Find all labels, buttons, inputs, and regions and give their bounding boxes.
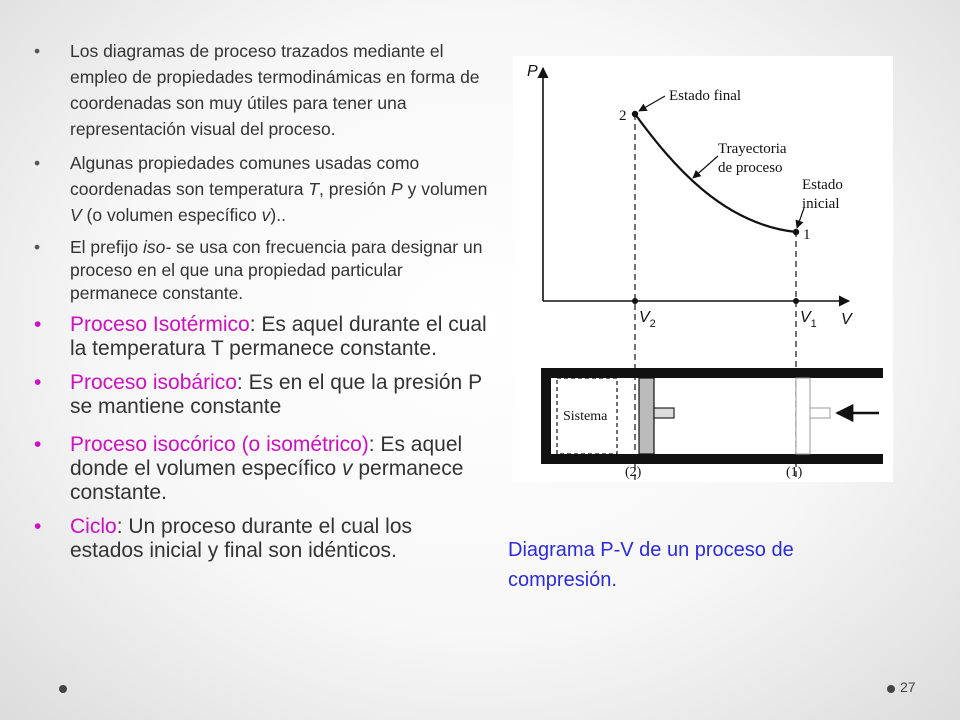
v2-label: $V_2$ xyxy=(639,309,656,330)
footer-left-dot xyxy=(59,685,67,693)
term-isotermico: Proceso Isotérmico xyxy=(70,313,250,336)
text-part: El prefijo xyxy=(70,237,143,257)
piston-position-1 xyxy=(796,378,810,454)
trayectoria-label-1: Trayectoria xyxy=(718,141,787,157)
definition-text: permanece constante. xyxy=(70,457,464,504)
definition-text: : Es aquel donde el volumen específico xyxy=(70,433,463,480)
var-v: V xyxy=(70,205,82,225)
piston-position-2 xyxy=(639,378,654,454)
estado-inicial-label-2: inicial xyxy=(802,196,840,212)
piston-cylinder xyxy=(541,368,883,464)
text-part: (o volumen específico xyxy=(81,205,262,225)
bullet-prefijo xyxy=(30,236,490,305)
bullet-list xyxy=(30,38,490,573)
trayectoria-label-2: de proceso xyxy=(718,160,783,176)
term-isobarico: Proceso isobárico xyxy=(70,371,237,394)
state-2-point xyxy=(632,111,638,117)
bullet-isobarico xyxy=(30,371,490,419)
sistema-label: Sistema xyxy=(563,409,608,424)
term-isocorico: Proceso isocórico (o isométrico) xyxy=(70,433,369,456)
bullet-isocorico xyxy=(30,433,490,505)
var-v-specific: v xyxy=(342,457,353,480)
text-part: Algunas propiedades comunes usadas como coordenadas son temperatura xyxy=(70,153,420,199)
position-1-label: (1) xyxy=(786,465,803,480)
bullet-ciclo xyxy=(30,515,490,563)
v2-axis-point xyxy=(632,298,638,304)
estado-final-label: Estado final xyxy=(669,88,742,104)
term-ciclo: Ciclo xyxy=(70,515,117,538)
state-1-point xyxy=(793,229,799,235)
text-part: , presión xyxy=(319,179,392,199)
definition-text: : Es aquel durante el cual la temperatura T permanece constante. xyxy=(70,313,487,360)
state-2-label: 2 xyxy=(619,108,627,124)
page-number: 27 xyxy=(900,679,916,695)
position-2-label: (2) xyxy=(625,465,642,480)
var-t: T xyxy=(308,179,320,199)
var-v-specific: v xyxy=(261,205,271,225)
text-part: se usa con frecuencia para designar un proceso en el que una propiedad particular permanece constante. xyxy=(70,237,483,303)
definition-text: : Es en el que la presión P se mantiene constante xyxy=(70,371,482,418)
estado-final-pointer xyxy=(639,96,665,111)
footer-right-dot xyxy=(887,685,895,693)
bullet-text: Los diagramas de proceso trazados mediante el empleo de propiedades termodinámicas en forma de coordenadas son muy útiles para tener una representación visual del proceso. xyxy=(70,41,480,139)
pv-diagram-figure xyxy=(513,56,893,482)
trayectoria-pointer xyxy=(693,156,718,178)
figure-caption: Diagrama P-V de un proceso de compresión. xyxy=(508,539,794,591)
v1-label: $V_1$ xyxy=(800,309,817,330)
v-axis-label: V xyxy=(841,311,852,328)
prefix-iso: iso- xyxy=(142,237,172,257)
var-p: P xyxy=(391,179,403,199)
bullet-propiedades xyxy=(30,150,490,228)
estado-inicial-label-1: Estado xyxy=(802,177,843,193)
bullet-isotermico xyxy=(30,313,490,361)
pv-diagram xyxy=(513,56,893,482)
bullet-diagramas xyxy=(30,38,490,142)
p-axis-label: P xyxy=(527,63,538,80)
text-part: y volumen xyxy=(402,179,488,199)
piston-rod-ghost xyxy=(810,408,830,418)
piston-rod xyxy=(654,408,674,418)
text-part: ).. xyxy=(270,205,286,225)
v1-axis-point xyxy=(793,298,799,304)
definition-text: : Un proceso durante el cual los estados inicial y final son idénticos. xyxy=(70,515,413,562)
state-1-label: 1 xyxy=(803,227,811,243)
